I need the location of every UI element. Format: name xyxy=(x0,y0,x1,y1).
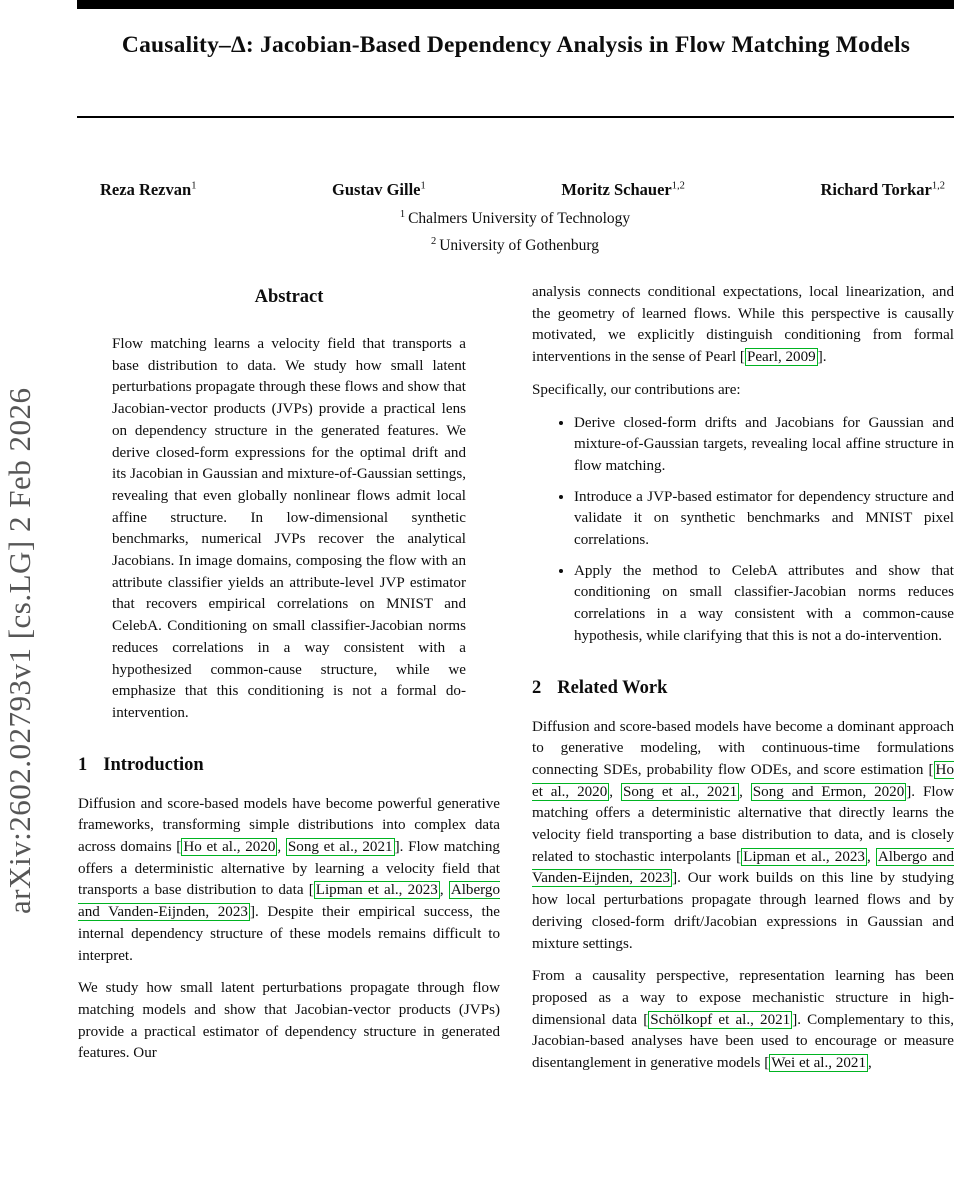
citation-link[interactable]: Albergo and Vanden-Eijnden, 2023 xyxy=(532,848,954,887)
contribution-item: • Derive closed-form drifts and Jacobians for Gaussian and mixture-of-Gaussian targets, revealing local affine structure in flow matching. xyxy=(574,413,954,478)
section-title: Introduction xyxy=(103,754,204,775)
affiliation-sup: 2 xyxy=(430,235,437,247)
contributions-list xyxy=(532,413,954,648)
contribution-item: • Introduce a JVP-based estimator for dependency structure and validate it on synthetic benchmarks and MNIST pixel correlations. xyxy=(574,487,954,552)
citation-link[interactable]: Song et al., 2021 xyxy=(622,783,738,800)
section-number: 1 xyxy=(78,754,88,775)
intro-paragraph-1: Diffusion and score-based models have become powerful generative frameworks, transforming simple distributions into complex data across domains [ Ho et al., 2020 , Song et al., 2021 ]. Flow matching offers a deterministic alternative by learning a velocity field that transports a base distribution to data [ Lipman et al., 2023 , Albergo and Vanden-Eijnden, 2023 ]. Despite their empirical success, the internal dependency structure of these models remains difficult to interpret. xyxy=(78,795,501,964)
author-name: Richard Torkar xyxy=(820,180,932,199)
arxiv-stamp: arXiv:2602.02793v1 [cs.LG] 2 Feb 2026 xyxy=(2,387,37,914)
right-column xyxy=(532,277,954,1086)
author-name: Gustav Gille xyxy=(332,180,421,199)
citation-link[interactable]: Ho et al., 2020 xyxy=(183,839,276,856)
related-paragraph-1: Diffusion and score-based models have become a dominant approach to generative modeling, with continuous-time formulations connecting SDEs, probability flow ODEs, and score estimation [ Ho et al., 2020 , Song et al., 2021 , Song and Ermon, 2020 ]. Flow matching offers a deterministic alternative that directly learns the velocity field transporting a base distribution to data, and is closely related to stochastic interpolants [ Lipman et al., 2023 , Albergo and Vanden-Eijnden, 2023 ]. Our work builds on this line by studying how local perturbations propagate through learned flows and by deriving closed-form drift/Jacobian expressions in Gaussian and mixture settings. xyxy=(532,718,954,952)
citation-link[interactable]: Ho et al., 2020 xyxy=(532,761,954,800)
affiliation-name: University of Gothenburg xyxy=(439,236,600,254)
two-column-body xyxy=(78,277,954,1086)
author-row xyxy=(100,180,945,200)
section-heading-related-work xyxy=(532,678,954,699)
author-affiliation-sup: 1 xyxy=(191,180,197,192)
affiliation-block xyxy=(78,204,952,257)
abstract-text: Flow matching learns a velocity field that transports a base distribution to data. We study how small latent perturbations propagate through these flows and show that Jacobian-vector products (JVPs) provide a practical lens on dependency structure in the generated features. We derive closed-form expressions for the optimal drift and its Jacobian in Gaussian and mixture-of-Gaussian settings, revealing that even globally nonlinear flows admit local affine structure. In low-dimensional synthetic benchmarks, numerical JVPs recover the analytical Jacobians. In image domains, composing the flow with an attribute classifier yields an attribute-level JVP estimator that recovers empirical correlations on MNIST and CelebA. Conditioning on small classifier-Jacobian norms reduces correlations in a way consistent with a hypothesized common-cause structure, while we emphasize that this conditioning is not a formal do-intervention. xyxy=(112,336,466,721)
affiliation-name: Chalmers University of Technology xyxy=(408,210,631,228)
author-name: Reza Rezvan xyxy=(100,180,192,199)
paper-title: Causality–Δ: Jacobian-Based Dependency Analysis in Flow Matching Models xyxy=(121,32,911,58)
contributions-lead: Specifically, our contributions are: xyxy=(532,381,741,398)
author xyxy=(332,180,426,200)
author-affiliation-sup: 1,2 xyxy=(931,180,945,192)
author-affiliation-sup: 1,2 xyxy=(671,180,685,192)
intro-paragraph-2: We study how small latent perturbations propagate through flow matching models and show that Jacobian-vector products (JVPs) provide a practical estimator of dependency structure in generated features. Our xyxy=(78,980,500,1062)
author xyxy=(820,180,945,200)
section-title: Related Work xyxy=(557,677,668,698)
citation-link[interactable]: Albergo and Vanden-Eijnden, 2023 xyxy=(78,882,501,921)
rightcol-continuation-paragraph: analysis connects conditional expectations, local linearization, and the geometry of learned flows. While this perspective is causally motivated, we explicitly distinguish conditioning from formal interventions in the sense of Pearl [ Pearl, 2009 ]. xyxy=(532,284,954,366)
author-affiliation-sup: 1 xyxy=(420,180,426,192)
affiliation-line xyxy=(78,231,952,258)
section-heading-introduction xyxy=(78,755,500,776)
citation-link[interactable]: Lipman et al., 2023 xyxy=(315,882,438,899)
citation-link[interactable]: Pearl, 2009 xyxy=(746,349,816,366)
citation-link[interactable]: Schölkopf et al., 2021 xyxy=(650,1011,791,1028)
affiliation-sup: 1 xyxy=(399,209,406,220)
affiliation-line xyxy=(78,204,952,231)
author xyxy=(561,180,685,200)
author xyxy=(100,180,196,200)
left-column xyxy=(78,277,500,1086)
citation-link[interactable]: Lipman et al., 2023 xyxy=(743,848,865,865)
title-top-rule xyxy=(77,0,954,9)
abstract-heading: Abstract xyxy=(254,287,324,307)
citation-link[interactable]: Wei et al., 2021 xyxy=(771,1055,867,1072)
contribution-item: • Apply the method to CelebA attributes and show that conditioning on small classifier-Jacobian norms reduces correlations in a way consistent with a common-cause hypothesis, while clarifying that this is not a do-intervention. xyxy=(574,561,954,648)
citation-link[interactable]: Song et al., 2021 xyxy=(287,839,393,856)
section-number: 2 xyxy=(532,677,542,698)
citation-link[interactable]: Song and Ermon, 2020 xyxy=(752,783,905,800)
related-paragraph-2: From a causality perspective, representation learning has been proposed as a way to expose mechanistic structure in high-dimensional data [ Schölkopf et al., 2021 ]. Complementary to this, Jacobian-based analyses have been used to encourage or measure disentanglement in generative models [ Wei et al., 2021 , xyxy=(532,968,954,1072)
title-bottom-rule xyxy=(77,116,954,118)
author-name: Moritz Schauer xyxy=(561,180,672,199)
